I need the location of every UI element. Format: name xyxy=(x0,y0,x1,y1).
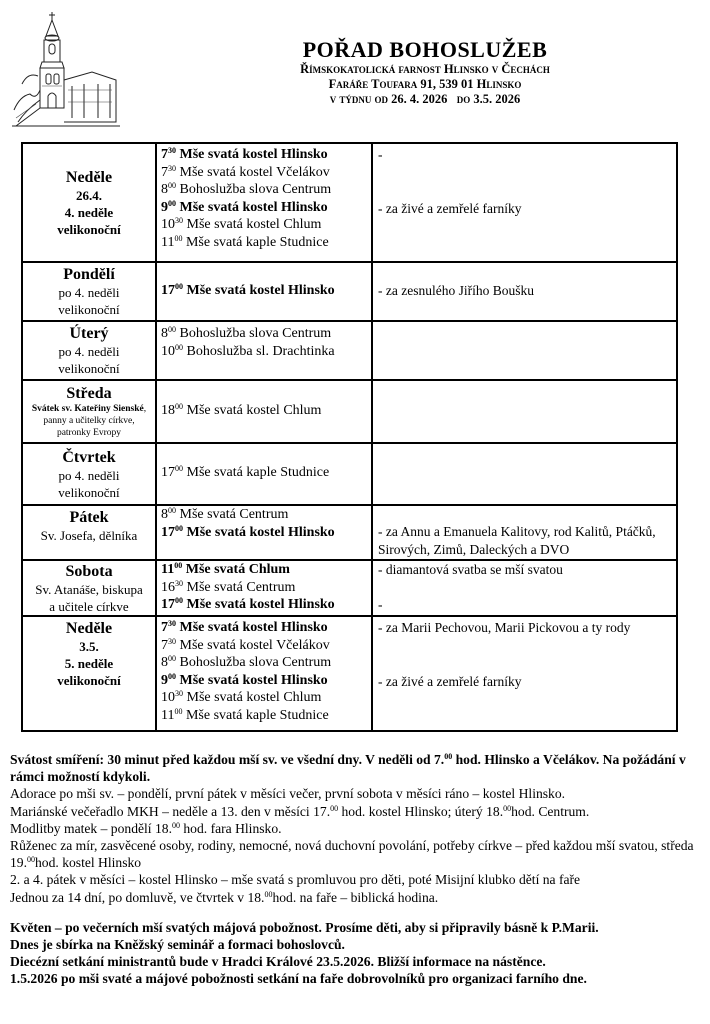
day-date: 3.5. xyxy=(79,639,99,654)
intention: - za Marii Pechovou, Marii Pickovou a ty rody xyxy=(378,620,631,635)
schedule-table xyxy=(21,142,678,732)
day-sub: Sv. Josefa, dělníka xyxy=(40,528,138,543)
service-line: $8^{00}$ Bohoslužba slova Centrum xyxy=(161,181,332,198)
day-cell xyxy=(23,322,155,379)
service-line: $9^{00}$ Mše svatá kostel Hlinsko xyxy=(161,198,328,215)
services-cell xyxy=(161,325,367,360)
day-name: Čtvrtek xyxy=(62,448,116,466)
note-confession: Svátost smíření: 30 minut před každou mší sv. ve všední dny. V neděli od 7.00 hod. Hlinsko a Včelákov. Na požádání v rámci možností kdykoli. xyxy=(10,752,686,785)
day-name: Pondělí xyxy=(63,266,115,283)
day-name: Neděle xyxy=(65,168,113,186)
intention: - xyxy=(378,147,383,162)
day-sub: a učitele církve xyxy=(49,599,129,614)
note-mothers: Modlitby matek – pondělí 18.00 hod. fara Hlinsko. xyxy=(10,820,282,836)
parish-address: Faráře Toufara 91, 539 01 Hlinsko xyxy=(328,77,522,91)
day-sub: Sv. Atanáše, biskupa xyxy=(35,582,143,597)
table-row xyxy=(23,617,676,729)
services-cell xyxy=(161,619,367,725)
note-mkh: Mariánské večeřadlo MKH – neděle a 13. den v měsíci 17.00 hod. kostel Hlinsko; úterý 18.00hod. Centrum. xyxy=(10,803,590,819)
day-cell xyxy=(23,617,155,729)
day-sub: po 4. neděli xyxy=(58,344,120,359)
services-cell xyxy=(161,506,367,541)
day-sub: po 4. neděli xyxy=(58,467,120,483)
day-cell xyxy=(23,506,155,559)
day-sub: velikonoční xyxy=(58,484,120,500)
service-line: $8^{00}$ Bohoslužba slova Centrum xyxy=(161,325,332,341)
service-line: $17^{00}$ Mše svatá kostel Hlinsko xyxy=(161,523,335,540)
note-may: Květen – po večerních mší svatých májová pobožnost. Prosíme děti, aby si připravily básně k P.Marii. xyxy=(10,919,599,935)
service-line: $11^{00}$ Mše svatá Chlum xyxy=(161,561,290,577)
week-range: v týdnu od 26. 4. 2026 do 3.5. 2026 xyxy=(329,92,521,106)
services-cell xyxy=(161,146,367,252)
service-line: $10^{30}$ Mše svatá kostel Chlum xyxy=(161,216,322,233)
note-rosary: Růženec za mír, zasvěcené osoby, rodiny, nemocné, nová duchovní povolání, potřeby církve – před každou mší svatou, středa 19.00hod. kostel Hlinsko xyxy=(10,838,694,871)
day-name: Neděle xyxy=(65,620,113,637)
service-line: $17^{00}$ Mše svatá kostel Hlinsko xyxy=(161,282,335,298)
page-title: POŘAD BOHOSLUŽEB xyxy=(302,37,548,62)
feast-name: Svátek sv. Kateřiny Sienské xyxy=(31,404,144,414)
service-line: $7^{30}$ Mše svatá kostel Hlinsko xyxy=(161,619,328,635)
note-servers: Diecézní setkání ministrantů bude v Hradci Králové 23.5.2026. Bližší informace na nástěnce. xyxy=(10,954,546,970)
note-volunteers: 1.5.2026 po mši svaté a májové pobožnosti setkání na faře dobrovolníků pro organizaci farního dne. xyxy=(10,971,587,987)
service-line: $8^{00}$ Mše svatá Centrum xyxy=(161,506,289,522)
day-cell xyxy=(23,381,155,442)
note-fridays: 2. a 4. pátek v měsíci – kostel Hlinsko – mše svatá s promluvou pro děti, poté Misijní klubko dětí na faře xyxy=(10,872,581,888)
services-cell xyxy=(161,464,367,482)
day-sub: po 4. neděli xyxy=(58,285,120,300)
service-line: $11^{00}$ Mše svatá kaple Studnice xyxy=(161,706,329,723)
table-row xyxy=(23,506,676,561)
day-cell xyxy=(23,444,155,504)
service-line: $7^{30}$ Mše svatá kostel Včelákov xyxy=(161,636,330,653)
table-row xyxy=(23,322,676,381)
column-divider xyxy=(155,144,157,730)
intention: - diamantová svatba se mší svatou xyxy=(378,562,563,577)
service-line: $18^{00}$ Mše svatá kostel Chlum xyxy=(161,402,322,418)
column-divider xyxy=(371,144,373,730)
service-line: $10^{00}$ Bohoslužba sl. Drachtinka xyxy=(161,342,335,359)
intention: - za zesnulého Jiřího Boušku xyxy=(378,283,534,298)
day-cell xyxy=(23,263,155,320)
service-line: $17^{00}$ Mše svatá kaple Studnice xyxy=(161,464,330,480)
service-line: $9^{00}$ Mše svatá kostel Hlinsko xyxy=(161,671,328,688)
service-line: $7^{30}$ Mše svatá kostel Hlinsko xyxy=(161,146,328,162)
services-cell xyxy=(161,402,367,420)
day-sub: velikonoční xyxy=(57,673,121,688)
day-feast xyxy=(23,403,155,439)
church-illustration xyxy=(12,10,120,128)
service-line: $17^{00}$ Mše svatá kostel Hlinsko xyxy=(161,596,335,613)
announcements xyxy=(10,751,700,988)
feast-detail: , panny a učitelky církve, patronky Evropy xyxy=(43,404,147,438)
day-name: Středa xyxy=(66,385,112,402)
day-sub: 4. neděle xyxy=(64,204,114,220)
intention: - za živé a zemřelé farníky xyxy=(378,674,522,689)
services-cell xyxy=(161,282,367,300)
day-sub: velikonoční xyxy=(57,221,121,237)
intention: - za živé a zemřelé farníky xyxy=(378,201,522,216)
table-row xyxy=(23,381,676,444)
table-row xyxy=(23,561,676,617)
day-name: Pátek xyxy=(69,509,109,526)
day-name: Sobota xyxy=(65,563,113,580)
service-line: $8^{00}$ Bohoslužba slova Centrum xyxy=(161,654,332,671)
table-row xyxy=(23,444,676,506)
header xyxy=(250,38,600,107)
day-cell xyxy=(23,144,155,261)
table-row xyxy=(23,144,676,263)
services-cell xyxy=(161,561,367,614)
service-line: $11^{00}$ Mše svatá kaple Studnice xyxy=(161,233,329,250)
parish-name: Římskokatolická farnost Hlinsko v Čechách xyxy=(300,62,550,76)
day-date: 26.4. xyxy=(76,187,102,203)
intention: - za Annu a Emanuela Kalitovy, rod Kalitů, Ptáčků, Sirových, Zimů, Daleckých a DVO xyxy=(378,524,656,557)
service-line: $7^{30}$ Mše svatá kostel Včelákov xyxy=(161,163,330,180)
day-sub: velikonoční xyxy=(58,361,120,376)
intention: - xyxy=(378,597,383,612)
note-adoration: Adorace po mši sv. – pondělí, první pátek v měsíci večer, první sobota v měsíci ráno – kostel Hlinsko. xyxy=(10,786,566,802)
service-line: $16^{30}$ Mše svatá Centrum xyxy=(161,578,296,595)
day-name: Úterý xyxy=(69,325,109,342)
table-row xyxy=(23,263,676,322)
service-line: $10^{30}$ Mše svatá kostel Chlum xyxy=(161,689,322,706)
day-cell xyxy=(23,561,155,615)
day-sub: velikonoční xyxy=(58,302,120,317)
note-biweekly: Jednou za 14 dní, po domluvě, ve čtvrtek v 18.00hod. na faře – biblická hodina. xyxy=(10,889,439,905)
note-collection: Dnes je sbírka na Kněžský seminář a formaci bohoslovců. xyxy=(10,937,345,953)
day-sub: 5. neděle xyxy=(64,656,114,671)
